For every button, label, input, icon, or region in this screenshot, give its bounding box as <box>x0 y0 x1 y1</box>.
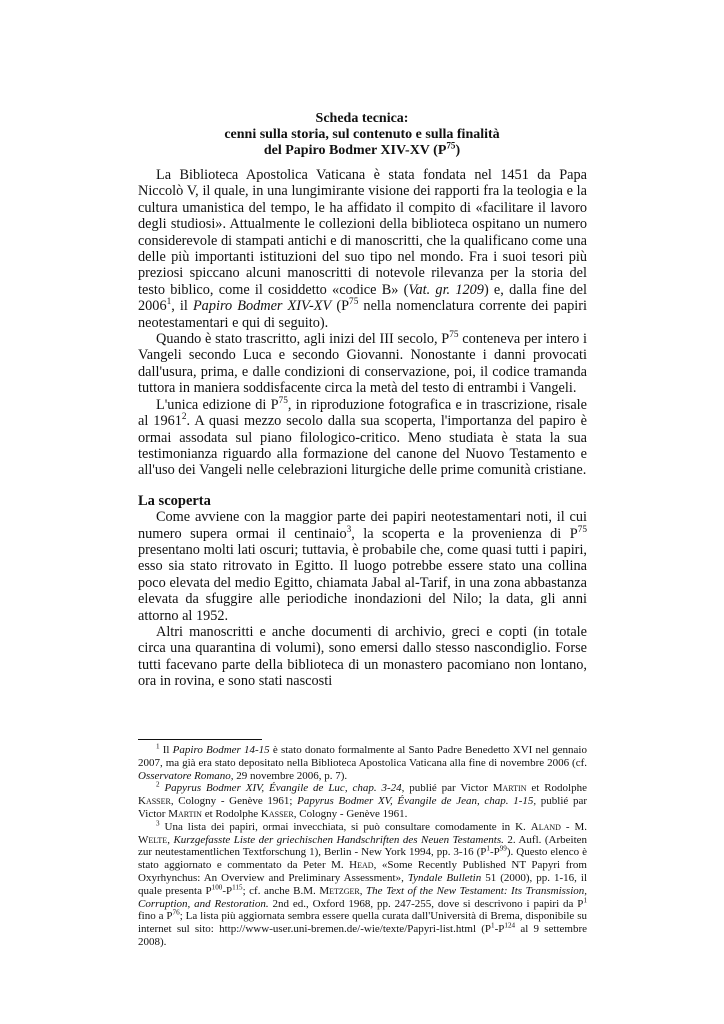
footnote-ref-1: 1 <box>166 297 172 308</box>
footnote-ref-2: 2 <box>181 412 187 423</box>
footnote-ref-3: 3 <box>346 524 352 535</box>
footnote-3: $^3$ Una lista dei papiri, ormai invecchiata, si può consultare comodamente in K. Aland - M. Welte, Kurzgefasste Liste der griechischen Handschriften des Neuen Testaments. 2. Aufl. (Arbeiten zur neutestamentlichen Textforschung 1), Berlin - New York 1994, pp. 3-16 $(P^1-P^{99})$. Questo elenco è stato aggiornato e commentato da Peter M. Head, «Some Recently Published NT Papyri from Oxyrhynchus: An Overview and Preliminary Assessment», Tyndale Bulletin 51 (2000), pp. 1-16, il quale presenta $P^{100}-P^{115}$; cf. anche B.M. Metzger, The Text of the New Testament: Its Transmission, Corruption, and Restoration. 2nd ed., Oxford 1968, pp. 247-255, dove si descrivono i papiri da $P^1$ fino a $P^{76}$; La lista più aggiornata sembra essere quella curata dall'Università di Brema, disponibile su internet sul sito: http://www-user.uni-bremen.de/-wie/texte/Papyri-list.html ($P^1-P^{124}$ al 9 settembre 2008). <box>138 819 588 948</box>
paragraph-4: Come avviene con la maggior parte dei papiri neotestamentari noti, il cui numero supera ormai il centinaio$^3$, la scoperta e la provenienza di $P^{75}$ presentano molti lati oscuri; tuttavia, è probabile che, come quasi tutti i papiri, esso sia stato ritrovato in Egitto. Il luogo potrebbe essere stato una collina poco elevata del medio Egitto, chiamata Jabal al-Tarif, in una zona abbastanza elevata da sfuggire alle periodiche inondazioni del Nilo; la data, gli anni attorno al 1952. <box>138 509 587 624</box>
footnote-2: $^2$ Papyrus Bodmer XIV, Évangile de Luc, chap. 3-24, publié par Victor Martin et Rodolphe Kasser, Cologny - Genève 1961; Papyrus Bodmer XV, Évangile de Jean, chap. 1-15, publié par Victor Martin et Rodolphe Kasser, Cologny - Genève 1961. <box>138 780 587 820</box>
document-title <box>0 111 724 159</box>
footnote-1: $^1$ Il Papiro Bodmer 14-15 è stato donato formalmente al Santo Padre Benedetto XVI nel gennaio 2007, ma già era stato depositato nella Biblioteca Apostolica Vaticana alla fine di novembre 2006 (cf. Osservatore Romano, 29 novembre 2006, p. 7). <box>138 742 587 782</box>
paragraph-5: Altri manoscritti e anche documenti di archivio, greci e copti (in totale circa una quarantina di volumi), sono emersi dallo stesso nascondiglio. Forse tutti facevano parte della biblioteca di un monastero pacomiano non lontano, ora in rovina, e sono stati nascosti <box>138 623 587 690</box>
footnotes <box>138 744 587 949</box>
title-line-2: cenni sulla storia, sul contenuto e sulla finalità <box>224 127 500 142</box>
body-text <box>138 167 587 690</box>
section-heading: La scoperta <box>138 492 211 509</box>
footnote-separator <box>138 739 262 740</box>
paragraph-2: Quando è stato trascritto, agli inizi del III secolo, $P^{75}$ conteneva per intero i Vangeli secondo Luca e secondo Giovanni. Nonostante i danni provocati dall'usura, prima, e dalle condizioni di conservazione, poi, il codice tramanda tuttora in maniera soddisfacente circa la metà del testo di entrambi i Vangeli. <box>138 330 587 397</box>
paragraph-1: La Biblioteca Apostolica Vaticana è stata fondata nel 1451 da Papa Niccolò V, il quale, in una lungimirante visione dei rapporti fra la teologia e la cultura umanistica del tempo, le ha affidato il compito di «facilitare il lavoro degli studiosi». Attualmente le collezioni della biblioteca ospitano un numero considerevole di stampati antichi e di manoscritti, che la qualificano come una delle più importanti istituzioni del suo tipo nel mondo. Fra i suoi tesori più preziosi spiccano alcuni manoscritti di notevole rilevanza per la storia del testo biblico, come il cosiddetto «codice B» (Vat. gr. 1209) e, dalla fine del 2006$^1$, il Papiro Bodmer XIV-XV ($P^{75}$ nella nomenclatura corrente dei papiri neotestamentari e qui di seguito). <box>138 167 587 331</box>
title-line-1: Scheda tecnica: <box>315 111 409 126</box>
paragraph-3: L'unica edizione di $P^{75}$, in riproduzione fotografica e in trascrizione, risale al 1961$^2$. A quasi mezzo secolo dalla sua scoperta, l'importanza del papiro è ormai assodata sul piano filologico-critico. Meno studiata è stata la sua testimonianza riguardo alla formazione del canone del Nuovo Testamento e all'uso dei Vangeli nelle celebrazioni liturgiche delle prime comunità cristiane. <box>138 395 587 479</box>
title-line-3: del Papiro Bodmer XIV-XV $(P^{75})$ <box>263 140 461 158</box>
